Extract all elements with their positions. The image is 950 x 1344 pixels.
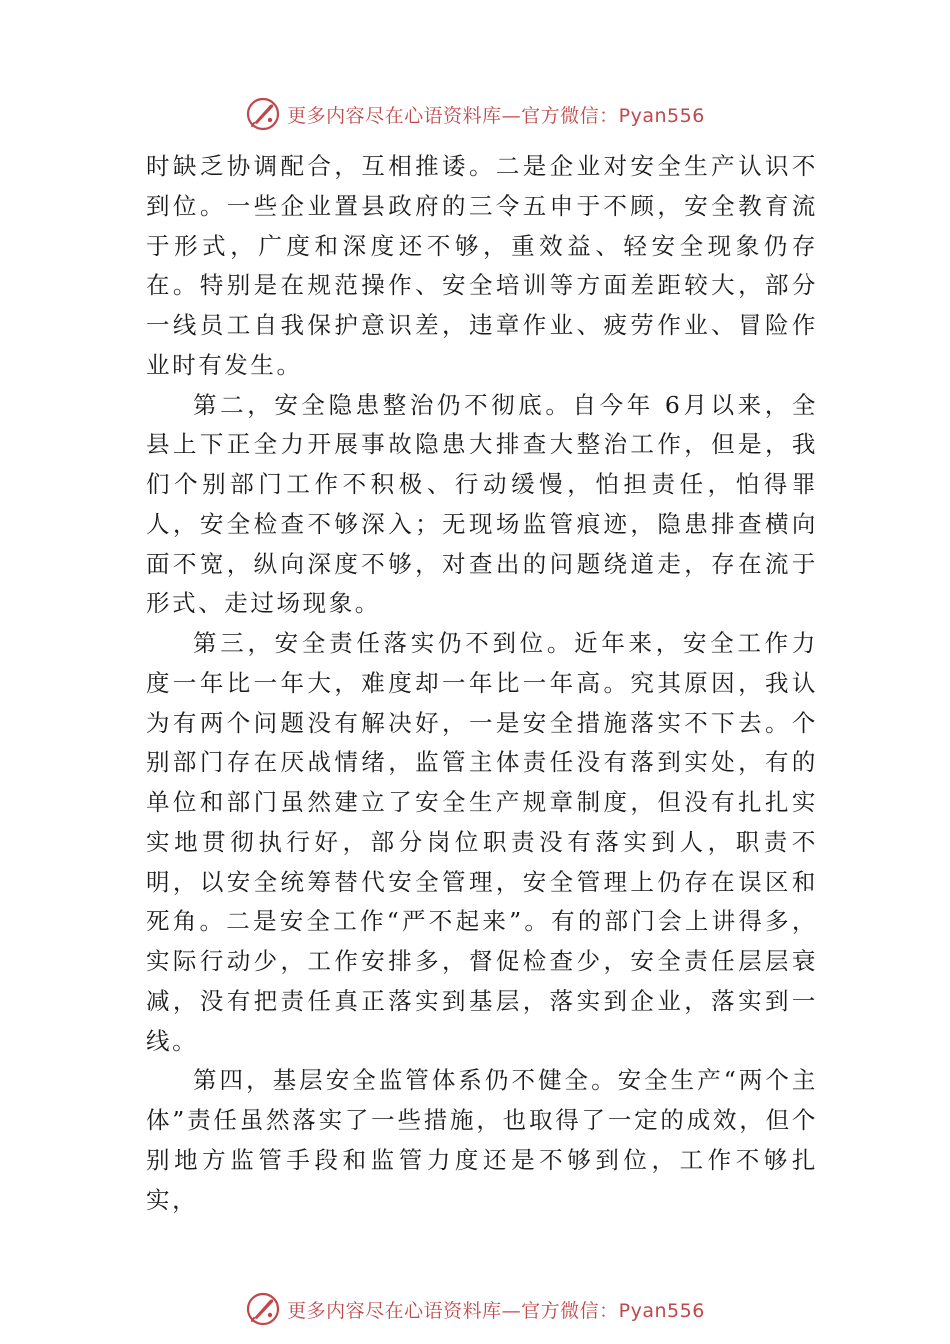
paragraph-1: 时缺乏协调配合，互相推诿。二是企业对安全生产认识不到位。一些企业置县政府的三令五申于不顾，安全教育流于形式，广度和深度还不够，重效益、轻安全现象仍存在。特别是在规范操作、安全培训等方面差距较大，部分一线员工自我保护意识差，违章作业、疲劳作业、冒险作业时有发生。 (146, 152, 818, 379)
document-body (146, 147, 818, 1220)
watermark-wechat-id: Pyan556 (618, 1299, 705, 1322)
watermark-prefix: 更多内容尽在心语资料库—官方微信： (287, 104, 619, 127)
quill-logo-icon (245, 96, 281, 132)
watermark-prefix: 更多内容尽在心语资料库—官方微信： (287, 1299, 619, 1322)
paragraph-2: 第二，安全隐患整治仍不彻底。自今年 6月以来，全县上下正全力开展事故隐患大排查大整治工作，但是，我们个别部门工作不积极、行动缓慢，怕担责任，怕得罪人，安全检查不够深入；无现场监管痕迹，隐患排查横向面不宽，纵向深度不够，对查出的问题绕道走，存在流于形式、走过场现象。 (146, 390, 818, 618)
quill-logo-icon (245, 1291, 281, 1327)
watermark-wechat-id: Pyan556 (618, 104, 705, 127)
header-watermark (0, 94, 950, 134)
paragraph-4: 第四，基层安全监管体系仍不健全。安全生产“两个主体”责任虽然落实了一些措施，也取得了一定的成效，但个别地方监管手段和监管力度还是不够到位，工作不够扎实， (146, 1066, 818, 1214)
paragraph-3: 第三，安全责任落实仍不到位。近年来，安全工作力度一年比一年大，难度却一年比一年高。究其原因，我认为有两个问题没有解决好，一是安全措施落实不下去。个别部门存在厌战情绪，监管主体责任没有落到实处，有的单位和部门虽然建立了安全生产规章制度，但没有扎扎实实地贯彻执行好，部分岗位职责没有落实到人，职责不明，以安全统筹替代安全管理，安全管理上仍存在误区和死角。二是安全工作“严不起来”。有的部门会上讲得多，实际行动少，工作安排多，督促检查少，安全责任层层衰减，没有把责任真正落实到基层，落实到企业，落实到一线。 (146, 629, 818, 1055)
watermark-text (287, 101, 705, 128)
footer-watermark (0, 1289, 950, 1329)
watermark-text (287, 1296, 705, 1323)
